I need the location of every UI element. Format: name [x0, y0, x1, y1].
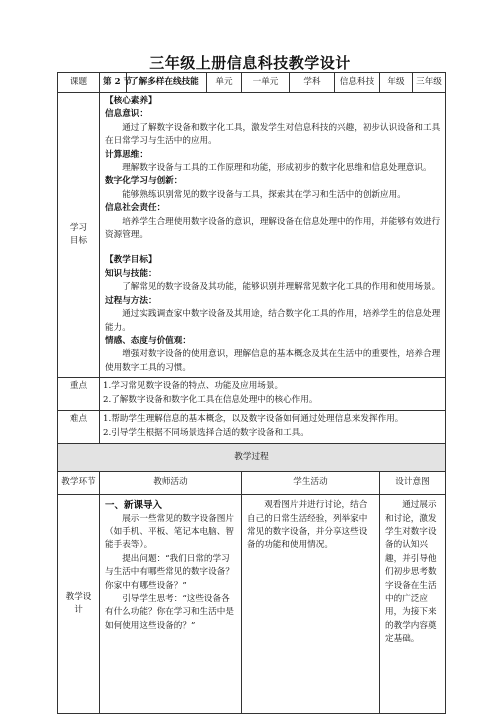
student-paragraph: 观看图片并进行讨论，结合自己的日常生活经验，列举家中常见的数字设备，并分享这些设备的功能和使用情况。 — [247, 500, 368, 551]
process-title-row — [58, 444, 446, 472]
difficulties-row — [58, 411, 446, 444]
goal-text: 通过实践调查家中数字设备及其用途，结合数字化工具的作用，培养学生的信息处理能力。 — [105, 309, 441, 333]
design-row — [58, 495, 446, 714]
unit-value: 一单元 — [242, 73, 290, 93]
key-points-row — [58, 378, 446, 411]
teacher-activity — [100, 495, 242, 714]
key-point-1: 1.学习常见数字设备的特点、功能及应用场景。 — [103, 381, 284, 392]
item-heading: 信息意识： — [105, 109, 148, 120]
teaching-goals-title: 【教学目标】 — [105, 255, 157, 266]
teacher-paragraph: 展示一些常见的数字设备图片（如手机、平板、笔记本电脑、智能手表等）。 — [105, 513, 234, 551]
teacher-paragraph: 引导学生思考：“这些设备各有什么功能？你在学习和生活中是如何使用这些设备的？” — [105, 593, 234, 631]
stage-label: 教学设计 — [58, 495, 100, 714]
item-text: 能够熟练识别常见的数字设备与工具，探索其在学习和生活中的创新应用。 — [122, 189, 406, 200]
goal-heading: 过程与方法： — [105, 295, 157, 306]
topic-name: 了解多样在线技能 — [127, 73, 207, 93]
topic-label: 课题 — [58, 73, 100, 93]
grade-value: 三年级 — [413, 73, 446, 93]
lesson-plan-table — [57, 72, 446, 714]
core-literacy-title: 【核心素养】 — [105, 96, 157, 106]
new-lesson-heading: 一、新课导入 — [105, 500, 163, 512]
header-row — [58, 73, 446, 93]
item-text: 理解数字设备与工具的工作原理和功能，形成初步的数字化思维和信息处理意识。 — [122, 163, 432, 174]
objectives-label: 学习 目标 — [58, 93, 100, 378]
item-text: 培养学生合理使用数字设备的意识，理解设备在信息处理中的作用，并能够有效进行资源管理。 — [105, 216, 441, 241]
teacher-paragraph: 提出问题：“我们日常的学习与生活中有哪些常见的数字设备？你家中有哪些设备？” — [105, 553, 234, 591]
goal-text: 增强对数字设备的使用意识，理解信息的基本概念及其在生活中的重要性，培养合理使用数字工具的习惯。 — [105, 349, 441, 373]
key-points-label: 重点 — [58, 378, 100, 411]
student-activity — [242, 495, 380, 714]
intent-paragraph: 通过展示和讨论，激发学生对数字设备的认知兴趣，并引导他们初步思考数字设备在生活中的广泛应用，为接下来的教学内容奠定基础。 — [385, 500, 437, 645]
col-student: 学生活动 — [242, 472, 380, 495]
document-title: 三年级上册信息科技教学设计 — [149, 54, 351, 72]
col-stage: 教学环节 — [58, 472, 100, 495]
col-intent: 设计意图 — [380, 472, 446, 495]
design-intent — [380, 495, 446, 714]
item-heading: 计算思维： — [105, 149, 148, 160]
key-points-content — [100, 378, 446, 411]
unit-label: 单元 — [207, 73, 242, 93]
item-heading: 数字化学习与创新： — [105, 176, 183, 187]
subject-value: 信息科技 — [335, 73, 380, 93]
item-text: 通过了解数字设备和数字化工具，激发学生对信息科技的兴趣，初步认识设备和工具在日常学习与生活中的应用。 — [105, 122, 441, 147]
goal-heading: 知识与技能： — [105, 268, 157, 279]
difficulties-content — [100, 411, 446, 444]
difficulty-2: 2.引导学生根据不同场景选择合适的数字设备和工具。 — [103, 427, 309, 438]
goal-text: 了解常见的数字设备及其功能，能够识别并理解常见数字化工具的作用和使用场景。 — [122, 282, 441, 293]
grade-label: 年级 — [380, 73, 413, 93]
process-header-row — [58, 472, 446, 495]
process-title: 教学过程 — [58, 444, 446, 472]
subject-label: 学科 — [290, 73, 335, 93]
objectives-row — [58, 93, 446, 378]
objectives-content — [100, 93, 446, 378]
difficulties-label: 难点 — [58, 411, 100, 444]
key-point-2: 2.了解数字设备和数字化工具在信息处理中的核心作用。 — [103, 394, 318, 405]
col-teacher: 教师活动 — [100, 472, 242, 495]
item-heading: 信息社会责任： — [105, 203, 166, 214]
goal-heading: 情感、态度与价值观： — [105, 335, 191, 346]
difficulty-1: 1.帮助学生理解信息的基本概念，以及数字设备如何通过处理信息来发挥作用。 — [103, 414, 404, 425]
section-number: 第 2 节 — [100, 73, 127, 93]
